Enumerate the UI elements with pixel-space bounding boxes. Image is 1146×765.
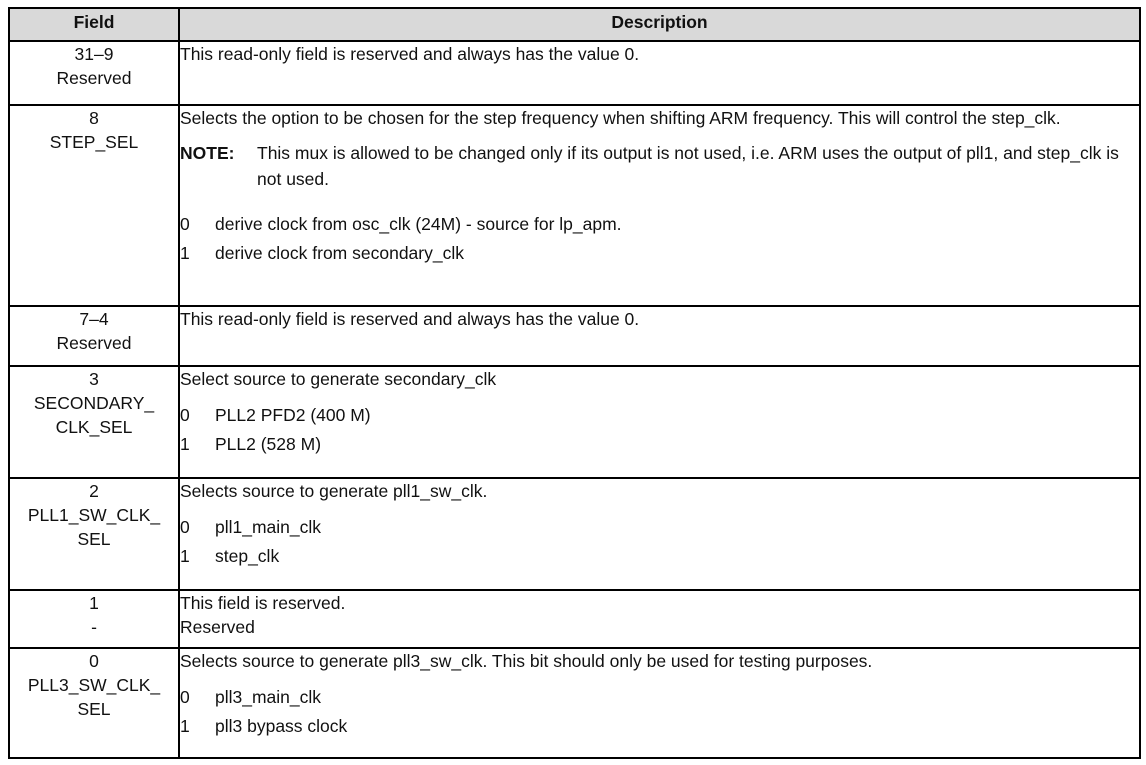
field-name: SECONDARY_ [33, 393, 155, 413]
field-cell [9, 590, 179, 648]
value-key: 1 [180, 434, 190, 454]
description-text-2: Reserved [180, 617, 255, 637]
field-bits: 2 [89, 481, 99, 501]
description-text: Selects source to generate pll1_sw_clk. [180, 481, 488, 501]
table-row [9, 306, 1140, 366]
description-text: Selects source to generate pll3_sw_clk. This bit should only be used for testing purposes. [180, 651, 873, 671]
value-key: 0 [180, 687, 190, 707]
table-row [9, 478, 1140, 590]
description-cell [179, 366, 1140, 478]
field-name: - [91, 617, 97, 637]
value-key: 1 [180, 716, 190, 736]
table-row [9, 366, 1140, 478]
description-cell [179, 590, 1140, 648]
field-cell [9, 41, 179, 105]
table-row [9, 105, 1140, 306]
field-cell [9, 648, 179, 758]
value-key: 0 [180, 405, 190, 425]
value-list [180, 210, 1139, 268]
value-item [180, 430, 1139, 459]
description-cell [179, 105, 1140, 306]
value-key: 0 [180, 517, 190, 537]
field-name: SEL [77, 699, 111, 719]
value-item [180, 542, 1139, 571]
value-list [180, 401, 1139, 459]
table-row [9, 41, 1140, 105]
field-name: PLL1_SW_CLK_ [27, 505, 161, 525]
table-header-row [9, 8, 1140, 41]
value-meaning: pll3 bypass clock [215, 716, 348, 736]
field-name: SEL [77, 529, 111, 549]
value-meaning: PLL2 (528 M) [215, 434, 322, 454]
description-cell [179, 648, 1140, 758]
field-bits: 3 [89, 369, 99, 389]
description-text: This read-only field is reserved and always has the value 0. [180, 44, 640, 64]
value-key: 0 [180, 214, 190, 234]
field-name: STEP_SEL [49, 132, 139, 152]
note-block [180, 140, 1139, 200]
field-cell [9, 366, 179, 478]
description-text: Select source to generate secondary_clk [180, 369, 497, 389]
value-meaning: derive clock from osc_clk (24M) - source for lp_apm. [215, 214, 622, 234]
value-key: 1 [180, 546, 190, 566]
table-row [9, 590, 1140, 648]
value-list [180, 513, 1139, 571]
field-bits: 8 [89, 108, 99, 128]
field-column-header: Field [9, 8, 179, 41]
field-cell [9, 478, 179, 590]
field-bits: 0 [89, 651, 99, 671]
field-bits: 7–4 [79, 309, 109, 329]
value-list [180, 683, 1139, 741]
description-text: Selects the option to be chosen for the step frequency when shifting ARM frequency. This will control the step_clk. [180, 108, 1061, 128]
note-text: This mux is allowed to be changed only if its output is not used, i.e. ARM uses the output of pll1, and step_clk is not used. [257, 143, 1119, 189]
note-label: NOTE: [180, 143, 235, 163]
field-bits: 1 [89, 593, 99, 613]
description-cell [179, 306, 1140, 366]
description-cell [179, 41, 1140, 105]
value-item [180, 712, 1139, 741]
value-meaning: step_clk [215, 546, 280, 566]
value-item [180, 239, 1139, 268]
field-cell [9, 105, 179, 306]
field-name: CLK_SEL [55, 417, 133, 437]
value-meaning: pll3_main_clk [215, 687, 322, 707]
register-field-table [8, 7, 1141, 759]
value-meaning: derive clock from secondary_clk [215, 243, 464, 263]
description-text: This field is reserved. [180, 593, 346, 613]
description-text: This read-only field is reserved and always has the value 0. [180, 309, 640, 329]
value-item [180, 210, 1139, 239]
value-meaning: PLL2 PFD2 (400 M) [215, 405, 371, 425]
field-cell [9, 306, 179, 366]
value-item [180, 683, 1139, 712]
field-bits: 31–9 [74, 44, 114, 64]
value-meaning: pll1_main_clk [215, 517, 322, 537]
field-name: Reserved [56, 333, 132, 353]
description-column-header: Description [179, 8, 1140, 41]
description-cell [179, 478, 1140, 590]
value-key: 1 [180, 243, 190, 263]
value-item [180, 513, 1139, 542]
table-row [9, 648, 1140, 758]
value-item [180, 401, 1139, 430]
field-name: PLL3_SW_CLK_ [27, 675, 161, 695]
field-name: Reserved [56, 68, 132, 88]
